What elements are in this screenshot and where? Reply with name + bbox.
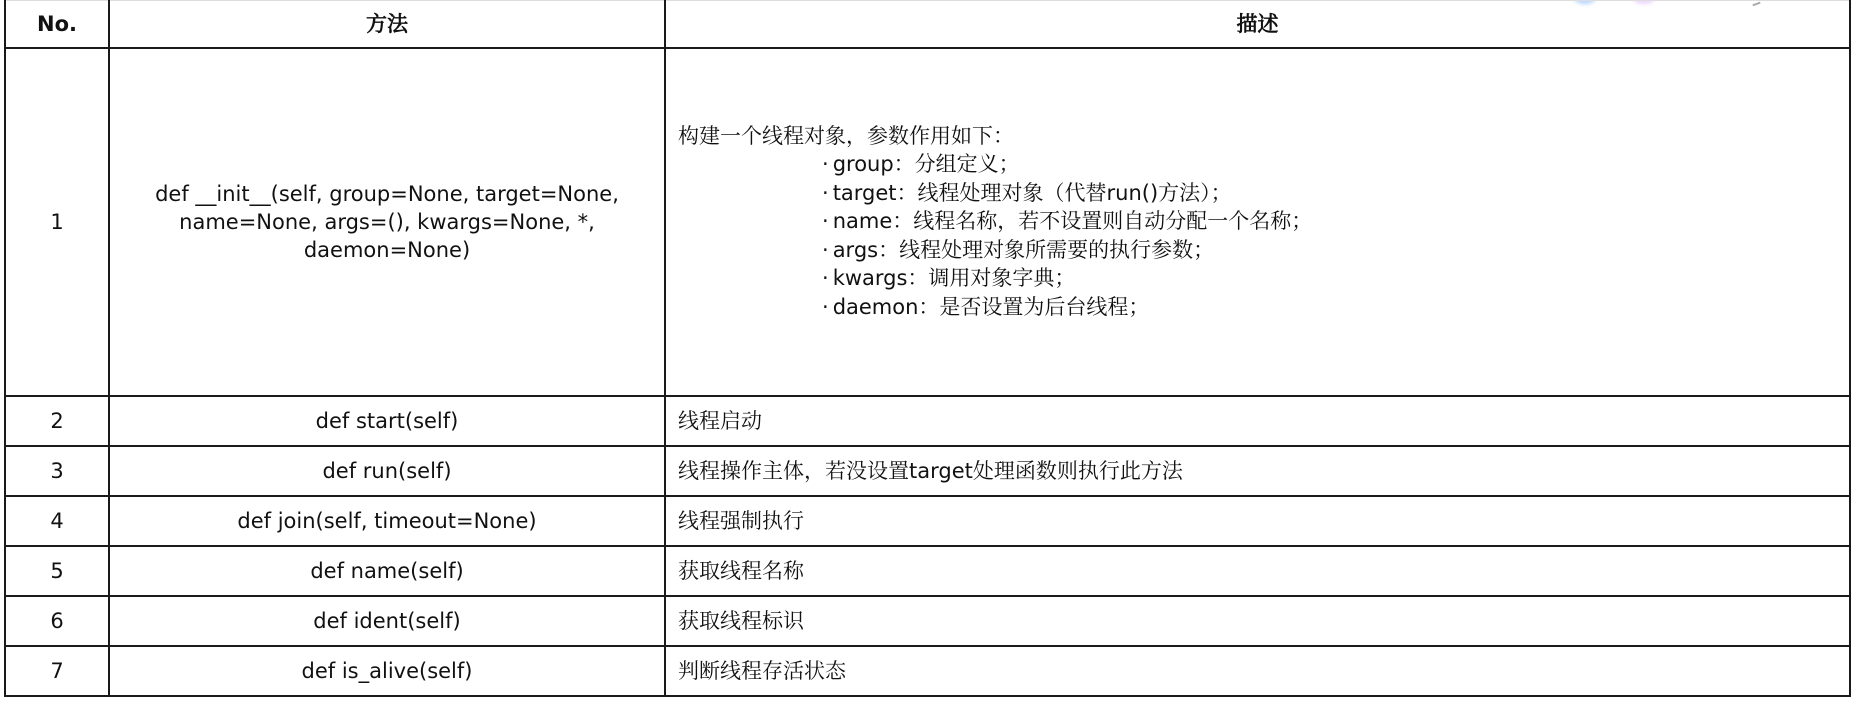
- method-description: 线程强制执行: [665, 496, 1850, 546]
- header-description: 描述: [665, 1, 1850, 48]
- method-description: 线程操作主体，若没设置target处理函数则执行此方法: [665, 446, 1850, 496]
- method-description: 判断线程存活状态: [665, 646, 1850, 696]
- row-number: 2: [5, 396, 109, 446]
- method-description: 获取线程标识: [665, 596, 1850, 646]
- method-signature: def join(self, timeout=None): [109, 496, 665, 546]
- list-item: [822, 150, 1849, 179]
- method-signature: def start(self): [109, 396, 665, 446]
- method-description: 获取线程名称: [665, 546, 1850, 596]
- method-signature: def name(self): [109, 546, 665, 596]
- list-item: [822, 179, 1849, 208]
- method-signature: def run(self): [109, 446, 665, 496]
- list-item: [822, 207, 1849, 236]
- method-description: 线程启动: [665, 396, 1850, 446]
- list-item: [822, 264, 1849, 293]
- method-signature: def __init__(self, group=None, target=None, name=None, args=(), kwargs=None, *, daemon=None): [109, 48, 665, 396]
- bullet-glyph: ·: [822, 152, 829, 176]
- parameter-list: [678, 150, 1849, 321]
- table-row: [5, 48, 1850, 396]
- parameter-text: name：线程名称，若不设置则自动分配一个名称；: [832, 209, 1313, 233]
- parameter-text: target：线程处理对象（代替run()方法）；: [832, 180, 1232, 205]
- header-no: No.: [5, 1, 109, 48]
- bullet-glyph: ·: [822, 180, 829, 205]
- row-number: 5: [5, 546, 109, 596]
- thread-methods-table: [4, 0, 1851, 697]
- row-number: 4: [5, 496, 109, 546]
- bullet-glyph: ·: [822, 237, 829, 262]
- table-row: [5, 546, 1850, 596]
- table-row: [5, 646, 1850, 696]
- method-signature: def is_alive(self): [109, 646, 665, 696]
- document-table-container: [4, 0, 1851, 697]
- method-description: [665, 48, 1850, 396]
- parameter-text: group：分组定义；: [832, 152, 1020, 176]
- bullet-glyph: ·: [822, 294, 829, 319]
- table-row: [5, 396, 1850, 446]
- row-number: 1: [5, 48, 109, 396]
- parameter-text: daemon：是否设置为后台线程；: [832, 294, 1150, 319]
- header-method: 方法: [109, 1, 665, 48]
- table-row: [5, 596, 1850, 646]
- description-intro: 构建一个线程对象，参数作用如下：: [678, 124, 1014, 148]
- row-number: 7: [5, 646, 109, 696]
- row-number: 3: [5, 446, 109, 496]
- list-item: [822, 236, 1849, 265]
- bullet-glyph: ·: [822, 266, 829, 290]
- parameter-text: args：线程处理对象所需要的执行参数；: [832, 237, 1215, 262]
- table-row: [5, 446, 1850, 496]
- row-number: 6: [5, 596, 109, 646]
- table-header-row: [5, 1, 1850, 48]
- bullet-glyph: ·: [822, 209, 829, 233]
- parameter-text: kwargs：调用对象字典；: [832, 266, 1076, 290]
- list-item: [822, 293, 1849, 322]
- method-signature: def ident(self): [109, 596, 665, 646]
- table-row: [5, 496, 1850, 546]
